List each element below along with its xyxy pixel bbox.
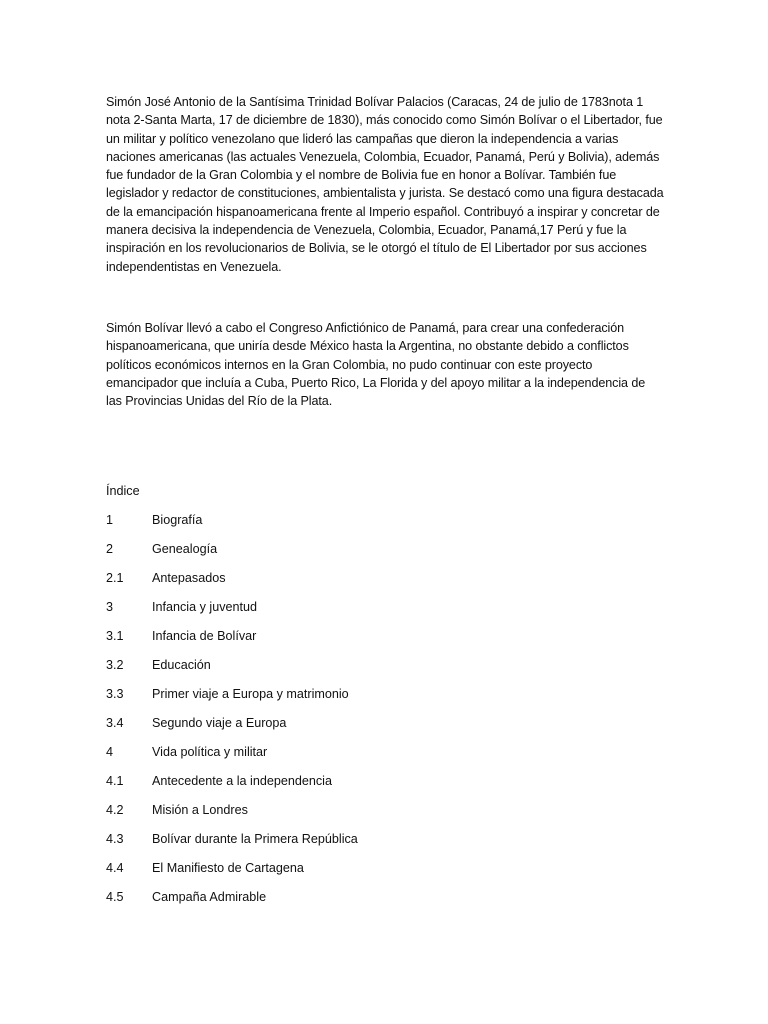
toc-number: 2 bbox=[106, 542, 114, 556]
toc-item bbox=[106, 656, 506, 685]
toc-title: Vida política y militar bbox=[152, 745, 268, 759]
toc-item bbox=[106, 801, 506, 830]
toc-number: 3 bbox=[106, 600, 114, 614]
toc-item bbox=[106, 627, 506, 656]
toc-number: 4.3 bbox=[106, 832, 124, 846]
toc-item bbox=[106, 540, 506, 569]
toc-number: 3.3 bbox=[106, 687, 124, 701]
toc-number: 4 bbox=[106, 745, 114, 759]
toc-item bbox=[106, 598, 506, 627]
toc-number: 4.4 bbox=[106, 861, 124, 875]
toc-item bbox=[106, 685, 506, 714]
toc-title: Primer viaje a Europa y matrimonio bbox=[152, 687, 349, 701]
index-heading: Índice bbox=[106, 484, 140, 498]
toc-number: 4.1 bbox=[106, 774, 124, 788]
toc-title: Infancia de Bolívar bbox=[152, 629, 257, 643]
toc-title: Misión a Londres bbox=[152, 803, 248, 817]
toc-number: 2.1 bbox=[106, 571, 124, 585]
toc-title: Biografía bbox=[152, 513, 203, 527]
toc-number: 4.2 bbox=[106, 803, 124, 817]
toc-title: Segundo viaje a Europa bbox=[152, 716, 287, 730]
toc-number: 3.1 bbox=[106, 629, 124, 643]
toc-title: Genealogía bbox=[152, 542, 218, 556]
toc-title: Educación bbox=[152, 658, 211, 672]
toc-item bbox=[106, 569, 506, 598]
toc-number: 3.2 bbox=[106, 658, 124, 672]
toc-item bbox=[106, 859, 506, 888]
toc-title: El Manifiesto de Cartagena bbox=[152, 861, 304, 875]
toc-title: Antepasados bbox=[152, 571, 226, 585]
toc-item bbox=[106, 888, 506, 917]
toc-title: Infancia y juventud bbox=[152, 600, 258, 614]
toc-title: Antecedente a la independencia bbox=[152, 774, 332, 788]
toc-item bbox=[106, 830, 506, 859]
toc-item bbox=[106, 772, 506, 801]
table-of-contents bbox=[106, 511, 506, 917]
toc-title: Campaña Admirable bbox=[152, 890, 267, 904]
paragraph-congress: Simón Bolívar llevó a cabo el Congreso Anfictiónico de Panamá, para crear una confederación hispanoamericana, que uniría desde México hasta la Argentina, no obstante debido a conflictos políticos económicos internos en la Gran Colombia, no pudo continuar con este proyecto emancipador que incluía a Cuba, Puerto Rico, La Florida y del apoyo militar a la independencia de las Provincias Unidas del Río de la Plata. bbox=[106, 321, 646, 409]
toc-number: 3.4 bbox=[106, 716, 124, 730]
paragraph-intro: Simón José Antonio de la Santísima Trinidad Bolívar Palacios (Caracas, 24 de julio de 1783nota 1 nota 2-Santa Marta, 17 de diciembre de 1830), más conocido como Simón Bolívar o el Libertador, fue un militar y político venezolano que lideró las campañas que dieron la independencia a varias naciones americanas (las actuales Venezuela, Colombia, Ecuador, Panamá, Perú y Bolivia), además fue fundador de la Gran Colombia y el nombre de Bolivia fue en honor a Bolívar. También fue legislador y redactor de constituciones, ambientalista y jurista. Se destacó como una figura destacada de la emancipación hispanoamericana frente al Imperio español. Contribuyó a inspirar y concretar de manera decisiva la independencia de Venezuela, Colombia, Ecuador, Panamá,17 Perú y fue la inspiración en los revolucionarios de Bolivia, se le otorgó el título de El Libertador por sus acciones independentistas en Venezuela. bbox=[106, 95, 664, 274]
toc-number: 1 bbox=[106, 513, 114, 527]
toc-item bbox=[106, 714, 506, 743]
toc-title: Bolívar durante la Primera República bbox=[152, 832, 358, 846]
toc-item bbox=[106, 511, 506, 540]
toc-number: 4.5 bbox=[106, 890, 124, 904]
toc-item bbox=[106, 743, 506, 772]
